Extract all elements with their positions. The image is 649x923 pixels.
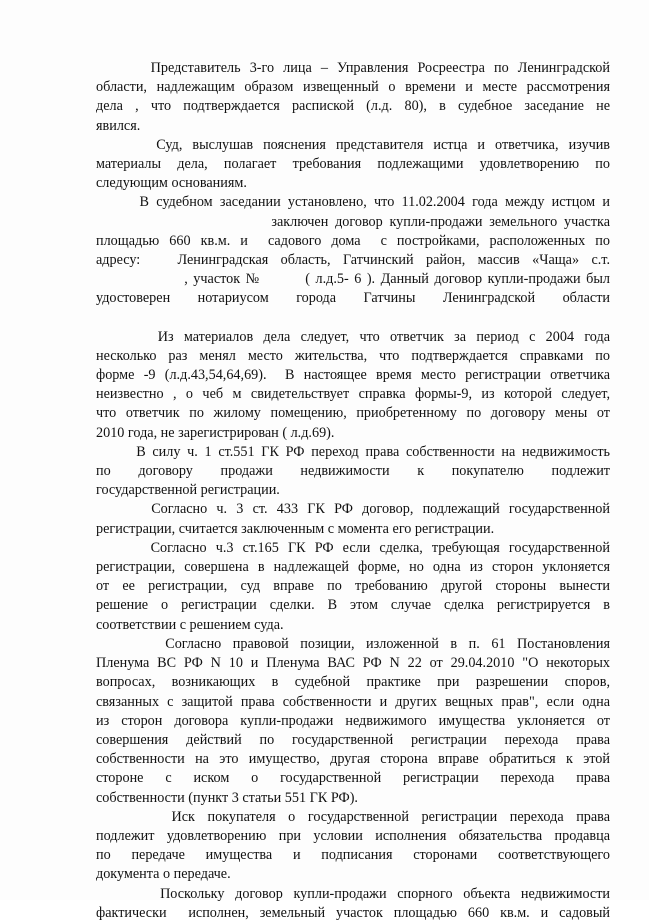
text-line: Согласно ч.3 ст.165 ГК РФ если сделка, требующая государственной: [96, 539, 610, 556]
text-line: площадью 660 кв.м. и садового дома с постройками, расположенных по: [96, 232, 610, 249]
paragraph-residence-changes: [96, 328, 610, 443]
paragraph-article-433: [96, 500, 610, 538]
text-line: совершения действий по государственной регистрации перехода права: [96, 731, 610, 748]
text-line: несколько раз менял место жительства, что подтверждается справками по: [96, 347, 610, 364]
text-line: неизвестно , о чеб м свидетельствует справка формы-9, из которой следует,: [96, 386, 610, 403]
text-line: фактически исполнен, земельный участок площадью 660 кв.м. и садовый: [96, 904, 610, 921]
paragraph-article-551: [96, 443, 610, 501]
text-line: по передаче имущества и подписания сторонами соответствующего: [96, 847, 610, 864]
text-line: Согласно ч. 3 ст. 433 ГК РФ договор, подлежащий государственной: [96, 501, 610, 518]
text-line: адресу: Ленинградская область, Гатчинский район, массив «Чаща» с.т.: [96, 252, 610, 269]
text-line: области, надлежащим образом извещенный о времени и месте рассмотрения: [96, 79, 610, 96]
text-line: вопросах, возникающих в судебной практике при разрешении споров,: [96, 674, 610, 691]
text-line: явился.: [96, 117, 141, 134]
text-line: из сторон договора купли-продажи недвижимого имущества уклоняется от: [96, 712, 610, 729]
blank-line: [96, 309, 610, 328]
text-line: стороне с иском о государственной регистрации перехода права: [96, 770, 610, 787]
text-line: Согласно правовой позиции, изложенной в п. 61 Постановления: [96, 635, 610, 652]
paragraph-court-reasoning: [96, 136, 610, 194]
text-line: соответствии с решением суда.: [96, 616, 284, 633]
text-line: решение о регистрации сделки. В этом случае сделка регистрируется в: [96, 597, 610, 614]
text-line: форме -9 (л.д.43,54,64,69). В настоящее время место регистрации ответчика: [96, 367, 610, 384]
text-line: Представитель 3-го лица – Управления Росреестра по Ленинградской: [96, 60, 610, 76]
text-line: В силу ч. 1 ст.551 ГК РФ переход права собственности на недвижимость: [96, 443, 610, 460]
paragraph-contract-executed: [96, 885, 610, 923]
paragraph-buyer-claim: [96, 808, 610, 885]
text-line: по договору продажи недвижимости к покупателю подлежит: [96, 463, 610, 480]
text-line: Поскольку договор купли-продажи спорного объекта недвижимости: [96, 885, 610, 902]
text-line: подлежит удовлетворению при условии исполнения обязательства продавца: [96, 827, 610, 844]
paragraph-representative-absence: [96, 59, 610, 136]
text-line: государственной регистрации.: [96, 482, 280, 499]
text-line: связанных с защитой права собственности и других вещных прав", если одна: [96, 693, 610, 710]
text-line: 2010 года, не зарегистрирован ( л.д.69).: [96, 424, 335, 441]
paragraph-plenum-position: [96, 635, 610, 808]
text-line: от ее регистрации, суд вправе по требованию другой стороны вынести: [96, 578, 610, 595]
text-line: дела , что подтверждается распиской (л.д. 80), в судебное заседание не: [96, 98, 610, 115]
text-line: Пленума ВС РФ N 10 и Пленума ВАС РФ N 22 от 29.04.2010 "О некоторых: [96, 655, 610, 672]
text-line: что ответчик по жилому помещению, приобретенному по договору мены от: [96, 405, 610, 422]
text-line: В судебном заседании установлено, что 11.02.2004 года между истцом и: [96, 194, 610, 211]
text-line: Из материалов дела следует, что ответчик за период с 2004 года: [96, 328, 610, 345]
text-line: заключен договор купли-продажи земельного участка: [96, 213, 610, 230]
text-line: удостоверен нотариусом города Гатчины Ленинградской области: [96, 290, 610, 307]
text-line: следующим основаниям.: [96, 175, 247, 192]
text-line: регистрации, совершена в надлежащей форме, но одна из сторон уклоняется: [96, 559, 610, 576]
text-line: материалы дела, полагает требования подлежащими удовлетворению по: [96, 156, 610, 173]
text-line: , участок № ( л.д.5- 6 ). Данный договор купли-продажи был: [96, 271, 610, 288]
document-body: [96, 59, 610, 923]
paragraph-article-165: [96, 539, 610, 635]
text-line: собственности на это имущество, другая сторона вправе обратиться к этой: [96, 751, 610, 768]
paragraph-contract-facts: [96, 193, 610, 308]
text-line: Суд, выслушав пояснения представителя истца и ответчика, изучив: [96, 136, 610, 153]
text-line: регистрации, считается заключенным с момента его регистрации.: [96, 520, 495, 537]
text-line: Иск покупателя о государственной регистрации перехода права: [96, 808, 610, 825]
text-line: собственности (пункт 3 статьи 551 ГК РФ).: [96, 789, 358, 806]
text-line: документа о передаче.: [96, 866, 231, 883]
